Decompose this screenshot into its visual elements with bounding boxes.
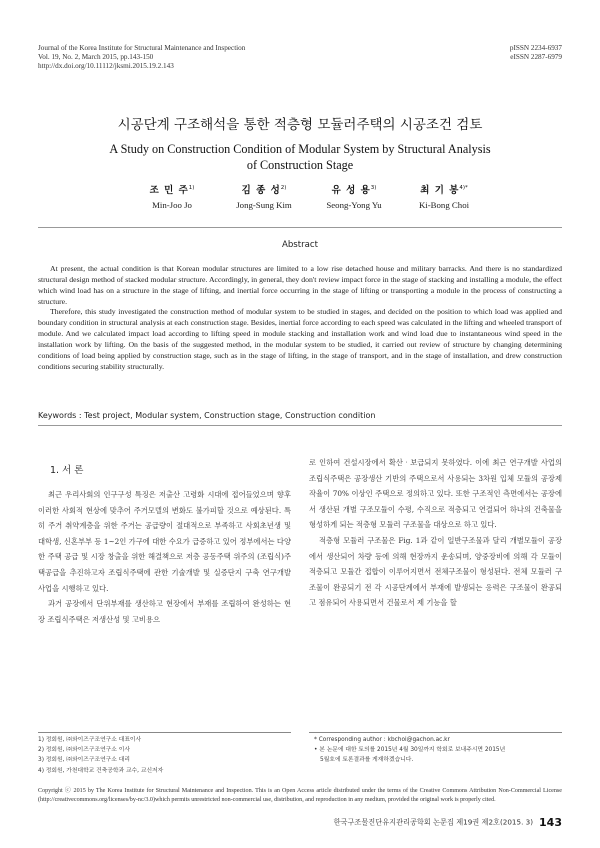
footnote-1: 1) 정회원, ㈜와이즈구조연구소 대표이사	[38, 737, 142, 743]
footnote-rule-right	[309, 732, 562, 733]
abstract-box	[38, 227, 562, 426]
author-name-ko: 조 민 주	[149, 185, 189, 196]
pissn: pISSN 2234-6937	[509, 44, 562, 52]
eissn: eISSN 2287-6979	[510, 53, 562, 62]
issn-block	[510, 44, 562, 62]
author-name-ko: 유 성 용	[331, 185, 371, 196]
title-korean: 시공단계 구조해석을 통한 적층형 모듈러주택의 시공조건 검토	[117, 117, 483, 133]
abstract-paragraph-2: Therefore, this study investigated the construction method of modular system to be studied in stages, and decided on the position to which load was applied and boundary condition in structural analysis at each construction stage. Besides, inertial force according to each speed was calculated in the lifting and wheeled transport of module. And we calculated impact load according to lifting speed in module stacking and installation work and wind load due to instantaneous wind speed in the installation work by lifting. On the basis of the suggested method, in the modular system to be studied, it carried out review of structure by changing determining conditions of load being applied by construction stage, such as in the stage of lifting, in the stage of transport, and in the stage of installation, and drew construction conditions securing stability structurally.	[38, 307, 562, 371]
footnotes-right	[314, 735, 562, 766]
footnote-4: 4) 정회원, 가천대학교 건축공학과 교수, 교신저자	[38, 767, 164, 774]
abstract-paragraph-1: At present, the actual condition is that Korean modular structures are limited to a low rise detached house and military barracks. And there is no standardized structural design method of stacked modular structure. Accordingly, in general, they don't review impact force in the stage of stacking and installing a module, the effect which wind load has on a structure in the stage of lifting, and inertial force occurring in the stage of lifting or transporting a module in the process of constructing a structure.	[38, 264, 562, 306]
copyright-notice: Copyright ⓒ 2015 by The Korea Institute for Structural Maintenance and Inspection. This is an Open Access article distributed under the terms of the Creative Commons Attribution Non-Commercial License (http://creativecommons.org/licenses/by-nc/3.0)which permits unrestricted non-commercial use, distribution, and reproduction in any medium, provided the original work is properly cited.	[38, 788, 562, 804]
title-english-line-1: A Study on Construction Condition of Modular System by Structural Analysis	[109, 142, 491, 156]
footnote-2: 2) 정회원, ㈜와이즈구조연구소 이사	[38, 747, 130, 754]
abstract-text	[38, 264, 562, 372]
abstract-heading: Abstract	[281, 240, 319, 250]
title-english	[60, 141, 540, 173]
title-english-line-2: of Construction Stage	[246, 158, 354, 172]
author-name-en: Seong-Yong Yu	[326, 200, 382, 210]
body-paragraph-1: 최근 우리사회의 인구구성 특징은 저출산 고령화 시대에 접어들었으며 향후 이러한 사회적 현상에 맞추어 주거모델의 변화도 불가피할 것으로 예상된다. 특히 주거 취약계층을 위한 주거는 공급량이 절대적으로 부족하고 사회초년생 및 대학생, 신혼부부 등 1~2인 가구에 대한 수요가 급증하고 있어 정부에서는 다양한 주택 공급 및 시장 창출을 위한 해결책으로 저층 공동주택 위주의 (조립식)주택공급을 추진하고자 조립식주택에 관한 기술개발 및 실증단지 구축 연구개발 사업을 시행하고 있다.	[38, 490, 291, 593]
author-name-en: Jong-Sung Kim	[236, 200, 292, 210]
discussion-note-2: 5월호에 토론결과를 게재하겠습니다.	[320, 757, 414, 764]
author-affil: 2)	[280, 184, 287, 191]
corresponding-author: * Corresponding author : kbchoi@gachon.ac.kr	[314, 737, 450, 743]
author-name-ko: 김 종 성	[241, 185, 281, 196]
journal-name: Journal of the Korea Institute for Structural Maintenance and Inspection	[38, 44, 246, 52]
body-paragraph-3: 적층형 모듈러 구조물은 Fig. 1과 같이 일반구조물과 달리 개별모듈이 공장에서 생산되어 차량 등에 의해 현장까지 운송되며, 양중장비에 의해 각 모듈이 적층되고 모듈간 접합이 이루어지면서 전체구조물이 형성된다. 전체 모듈러 구조물이 완공되기 전 각 시공단계에서 부재에 발생되는 응력은 구조물이 완공되고 점유되어 사용되면서 건물로서 제 기능을 할	[309, 535, 562, 608]
section-title: 1. 서 론	[50, 465, 84, 476]
keywords: Keywords : Test project, Modular system, Construction stage, Construction condition	[38, 411, 376, 420]
author-affil: 4)*	[459, 184, 468, 191]
footnote-3: 3) 정회원, ㈜와이즈구조연구소 대리	[38, 757, 130, 764]
body-paragraph-2a: 과거 공장에서 단위부재를 생산하고 현장에서 부재를 조립하여 완성하는 현장 조립식주택은 저생산성 및 고비용으	[38, 599, 291, 624]
author-affil: 1)	[188, 184, 195, 191]
journal-volume: Vol. 19, No. 2, March 2015, pp.143-150	[38, 53, 154, 62]
body-column-left	[38, 487, 291, 627]
footer-journal: 한국구조물진단유지관리공학회 논문집 제19권 제2호(2015. 3)	[333, 817, 534, 827]
discussion-note-1: • 본 논문에 대한 토의를 2015년 4월 30일까지 학회로 보내주시면 2015년	[314, 747, 506, 754]
page-number: 143	[539, 816, 562, 829]
author-affil: 3)	[370, 184, 377, 191]
footnotes-left	[38, 735, 291, 776]
author-name-en: Min-Joo Jo	[152, 200, 192, 210]
footnote-rule-left	[38, 732, 291, 733]
page-footer	[334, 812, 562, 831]
body-column-right	[309, 455, 562, 611]
journal-doi[interactable]: http://dx.doi.org/10.11112/jksmi.2015.19.2.143	[38, 62, 174, 71]
author-name-en: Ki-Bong Choi	[418, 200, 470, 210]
author-name-ko: 최 기 봉	[420, 185, 460, 196]
body-paragraph-2b: 로 인하여 건설시장에서 확산‧보급되지 못하였다. 이에 최근 연구개발 사업의 조립식주택은 공장생산 기반의 주택으로서 사용되는 3차원 입체 모듈의 공장제작율이 70% 이상인 주택으로 정의하고 있다. 또한 구조적인 측면에서는 공장에서 생산된 개별 구조모듈이 수평, 수직으로 적층되고 연결되어 하나의 건축물을 형성하게 되는 적층형 모듈러 구조물을 대상으로 하고 있다.	[309, 458, 562, 530]
author-4	[384, 182, 504, 210]
journal-header	[38, 44, 245, 72]
